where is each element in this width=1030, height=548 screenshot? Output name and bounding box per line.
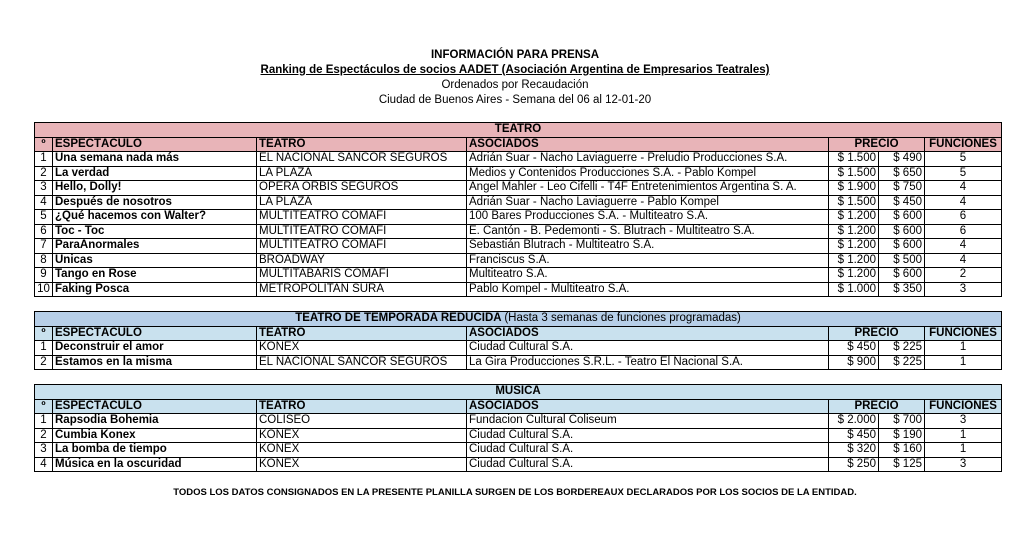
table-row bbox=[35, 152, 1002, 167]
col-num-header: º bbox=[35, 326, 53, 341]
functions-cell: 3 bbox=[925, 282, 1002, 297]
price-max-cell: $ 1.200 bbox=[829, 239, 879, 254]
price-max-cell: $ 250 bbox=[829, 457, 879, 472]
associates-cell: Franciscus S.A. bbox=[467, 253, 829, 268]
table-row bbox=[35, 355, 1002, 370]
price-min-cell: $ 600 bbox=[879, 239, 925, 254]
associates-cell: Adrián Suar - Nacho Laviaguerre - Pablo Kompel bbox=[467, 195, 829, 210]
table-row bbox=[35, 253, 1002, 268]
col-show-header: ESPECTÁCULO bbox=[53, 399, 257, 414]
price-min-cell: $ 600 bbox=[879, 224, 925, 239]
associates-cell: E. Cantón - B. Pedemonti - S. Blutrach - Multiteatro S.A. bbox=[467, 224, 829, 239]
table-row bbox=[35, 166, 1002, 181]
price-min-cell: $ 125 bbox=[879, 457, 925, 472]
section-title-row bbox=[35, 385, 1002, 400]
table-row bbox=[35, 282, 1002, 297]
table-row bbox=[35, 428, 1002, 443]
show-cell: Rapsodia Bohemia bbox=[53, 414, 257, 429]
price-min-cell: $ 350 bbox=[879, 282, 925, 297]
theater-cell: EL NACIONAL SANCOR SEGUROS bbox=[257, 355, 467, 370]
functions-cell: 2 bbox=[925, 268, 1002, 283]
price-max-cell: $ 1.500 bbox=[829, 195, 879, 210]
associates-cell: Ciudad Cultural S.A. bbox=[467, 341, 829, 356]
table-row bbox=[35, 239, 1002, 254]
rank-cell: 6 bbox=[35, 224, 53, 239]
show-cell: Después de nosotros bbox=[53, 195, 257, 210]
col-associates-header: ASOCIADOS bbox=[467, 137, 829, 152]
price-min-cell: $ 600 bbox=[879, 210, 925, 225]
rank-cell: 7 bbox=[35, 239, 53, 254]
musica-table bbox=[34, 384, 1002, 472]
price-min-cell: $ 750 bbox=[879, 181, 925, 196]
theater-cell: OPERA ORBIS SEGUROS bbox=[257, 181, 467, 196]
price-min-cell: $ 500 bbox=[879, 253, 925, 268]
associates-cell: Ciudad Cultural S.A. bbox=[467, 457, 829, 472]
theater-cell: METROPOLITAN SURA bbox=[257, 282, 467, 297]
col-theater-header: TEATRO bbox=[257, 137, 467, 152]
col-functions-header: FUNCIONES bbox=[925, 137, 1002, 152]
price-min-cell: $ 700 bbox=[879, 414, 925, 429]
footer-note: TODOS LOS DATOS CONSIGNADOS EN LA PRESENTE PLANILLA SURGEN DE LOS BORDEREAUX DECLARADOS POR LOS SOCIOS DE LA ENTIDAD. bbox=[173, 487, 857, 498]
col-associates-header: ASOCIADOS bbox=[467, 326, 829, 341]
table-row bbox=[35, 443, 1002, 458]
column-header-row bbox=[35, 399, 1002, 414]
functions-cell: 4 bbox=[925, 239, 1002, 254]
show-cell: Únicas bbox=[53, 253, 257, 268]
theater-cell: KONEX bbox=[257, 428, 467, 443]
associates-cell: Multiteatro S.A. bbox=[467, 268, 829, 283]
theater-cell: KONEX bbox=[257, 341, 467, 356]
functions-cell: 6 bbox=[925, 224, 1002, 239]
show-cell: Toc - Toc bbox=[53, 224, 257, 239]
show-cell: Una semana nada más bbox=[53, 152, 257, 167]
functions-cell: 3 bbox=[925, 414, 1002, 429]
rank-cell: 3 bbox=[35, 181, 53, 196]
price-min-cell: $ 225 bbox=[879, 355, 925, 370]
table-row bbox=[35, 457, 1002, 472]
price-max-cell: $ 1.500 bbox=[829, 152, 879, 167]
price-min-cell: $ 490 bbox=[879, 152, 925, 167]
functions-cell: 4 bbox=[925, 253, 1002, 268]
table-row bbox=[35, 414, 1002, 429]
col-associates-header: ASOCIADOS bbox=[467, 399, 829, 414]
rank-cell: 1 bbox=[35, 152, 53, 167]
col-num-header: º bbox=[35, 399, 53, 414]
price-max-cell: $ 2.000 bbox=[829, 414, 879, 429]
price-max-cell: $ 1.200 bbox=[829, 268, 879, 283]
functions-cell: 1 bbox=[925, 443, 1002, 458]
price-min-cell: $ 450 bbox=[879, 195, 925, 210]
section-title-row bbox=[35, 312, 1002, 327]
associates-cell: 100 Bares Producciones S.A. - Multiteatro S.A. bbox=[467, 210, 829, 225]
price-max-cell: $ 1.200 bbox=[829, 224, 879, 239]
price-min-cell: $ 160 bbox=[879, 443, 925, 458]
theater-cell: MULTITEATRO COMAFI bbox=[257, 224, 467, 239]
rank-cell: 4 bbox=[35, 195, 53, 210]
theater-cell: MULTITABARIS COMAFI bbox=[257, 268, 467, 283]
rank-cell: 3 bbox=[35, 443, 53, 458]
theater-cell: LA PLAZA bbox=[257, 166, 467, 181]
col-price-header: PRECIO bbox=[829, 399, 925, 414]
rank-cell: 8 bbox=[35, 253, 53, 268]
rank-cell: 9 bbox=[35, 268, 53, 283]
price-max-cell: $ 1.000 bbox=[829, 282, 879, 297]
col-price-header: PRECIO bbox=[829, 326, 925, 341]
price-min-cell: $ 650 bbox=[879, 166, 925, 181]
col-num-header: º bbox=[35, 137, 53, 152]
table-row bbox=[35, 268, 1002, 283]
show-cell: Tango en Rose bbox=[53, 268, 257, 283]
price-max-cell: $ 320 bbox=[829, 443, 879, 458]
price-max-cell: $ 1.900 bbox=[829, 181, 879, 196]
functions-cell: 5 bbox=[925, 166, 1002, 181]
show-cell: Música en la oscuridad bbox=[53, 457, 257, 472]
functions-cell: 3 bbox=[925, 457, 1002, 472]
price-min-cell: $ 225 bbox=[879, 341, 925, 356]
col-functions-header: FUNCIONES bbox=[925, 326, 1002, 341]
functions-cell: 6 bbox=[925, 210, 1002, 225]
order-note: Ordenados por Recaudación bbox=[441, 79, 589, 91]
press-title: INFORMACIÓN PARA PRENSA bbox=[430, 49, 600, 61]
section-title: TEATRO DE TEMPORADA REDUCIDA bbox=[295, 312, 502, 324]
price-max-cell: $ 450 bbox=[829, 341, 879, 356]
associates-cell: Angel Mahler - Leo Cifelli - T4F Entretenimientos Argentina S. A. bbox=[467, 181, 829, 196]
table-row bbox=[35, 341, 1002, 356]
temporada-reducida-table bbox=[34, 311, 1002, 370]
theater-cell: KONEX bbox=[257, 443, 467, 458]
price-max-cell: $ 1.500 bbox=[829, 166, 879, 181]
col-price-header: PRECIO bbox=[829, 137, 925, 152]
theater-cell: MULTITEATRO COMAFI bbox=[257, 210, 467, 225]
theater-cell: COLISEO bbox=[257, 414, 467, 429]
table-row bbox=[35, 224, 1002, 239]
functions-cell: 1 bbox=[925, 428, 1002, 443]
functions-cell: 4 bbox=[925, 181, 1002, 196]
functions-cell: 1 bbox=[925, 355, 1002, 370]
col-show-header: ESPECTÁCULO bbox=[53, 137, 257, 152]
associates-cell: Medios y Contenidos Producciones S.A. - Pablo Kompel bbox=[467, 166, 829, 181]
functions-cell: 5 bbox=[925, 152, 1002, 167]
show-cell: Faking Posca bbox=[53, 282, 257, 297]
rank-cell: 4 bbox=[35, 457, 53, 472]
theater-cell: BROADWAY bbox=[257, 253, 467, 268]
section-title: TEATRO bbox=[494, 123, 542, 135]
price-max-cell: $ 450 bbox=[829, 428, 879, 443]
show-cell: ¿Qué hacemos con Walter? bbox=[53, 210, 257, 225]
theater-cell: LA PLAZA bbox=[257, 195, 467, 210]
col-theater-header: TEATRO bbox=[257, 326, 467, 341]
show-cell: Hello, Dolly! bbox=[53, 181, 257, 196]
functions-cell: 4 bbox=[925, 195, 1002, 210]
section-title-row bbox=[35, 123, 1002, 138]
price-max-cell: $ 900 bbox=[829, 355, 879, 370]
associates-cell: Pablo Kompel - Multiteatro S.A. bbox=[467, 282, 829, 297]
rank-cell: 10 bbox=[35, 282, 53, 297]
teatro-table bbox=[34, 122, 1002, 297]
rank-cell: 5 bbox=[35, 210, 53, 225]
section-title: MUSICA bbox=[495, 385, 541, 397]
col-functions-header: FUNCIONES bbox=[925, 399, 1002, 414]
price-max-cell: $ 1.200 bbox=[829, 253, 879, 268]
rank-cell: 1 bbox=[35, 341, 53, 356]
associates-cell: La Gira Producciones S.R.L. - Teatro El Nacional S.A. bbox=[467, 355, 829, 370]
theater-cell: EL NACIONAL SANCOR SEGUROS bbox=[257, 152, 467, 167]
table-row bbox=[35, 195, 1002, 210]
table-row bbox=[35, 181, 1002, 196]
week-note: Ciudad de Buenos Aires - Semana del 06 al 12-01-20 bbox=[378, 94, 652, 106]
column-header-row bbox=[35, 326, 1002, 341]
theater-cell: MULTITEATRO COMAFI bbox=[257, 239, 467, 254]
price-max-cell: $ 1.200 bbox=[829, 210, 879, 225]
rank-cell: 1 bbox=[35, 414, 53, 429]
ranking-title: Ranking de Espectáculos de socios AADET (Asociación Argentina de Empresarios Teatrales) bbox=[260, 64, 770, 76]
rank-cell: 2 bbox=[35, 428, 53, 443]
table-row bbox=[35, 210, 1002, 225]
theater-cell: KONEX bbox=[257, 457, 467, 472]
functions-cell: 1 bbox=[925, 341, 1002, 356]
show-cell: La bomba de tiempo bbox=[53, 443, 257, 458]
rank-cell: 2 bbox=[35, 355, 53, 370]
show-cell: Cumbia Konex bbox=[53, 428, 257, 443]
show-cell: La verdad bbox=[53, 166, 257, 181]
show-cell: Deconstruir el amor bbox=[53, 341, 257, 356]
associates-cell: Adrián Suar - Nacho Laviaguerre - Preludio Producciones S.A. bbox=[467, 152, 829, 167]
show-cell: Estamos en la misma bbox=[53, 355, 257, 370]
associates-cell: Ciudad Cultural S.A. bbox=[467, 428, 829, 443]
section-subtitle: (Hasta 3 semanas de funciones programadas) bbox=[504, 312, 741, 324]
price-min-cell: $ 600 bbox=[879, 268, 925, 283]
column-header-row bbox=[35, 137, 1002, 152]
price-min-cell: $ 190 bbox=[879, 428, 925, 443]
rank-cell: 2 bbox=[35, 166, 53, 181]
associates-cell: Fundacion Cultural Coliseum bbox=[467, 414, 829, 429]
col-theater-header: TEATRO bbox=[257, 399, 467, 414]
col-show-header: ESPECTÁCULO bbox=[53, 326, 257, 341]
show-cell: ParaAnormales bbox=[53, 239, 257, 254]
associates-cell: Ciudad Cultural S.A. bbox=[467, 443, 829, 458]
associates-cell: Sebastián Blutrach - Multiteatro S.A. bbox=[467, 239, 829, 254]
